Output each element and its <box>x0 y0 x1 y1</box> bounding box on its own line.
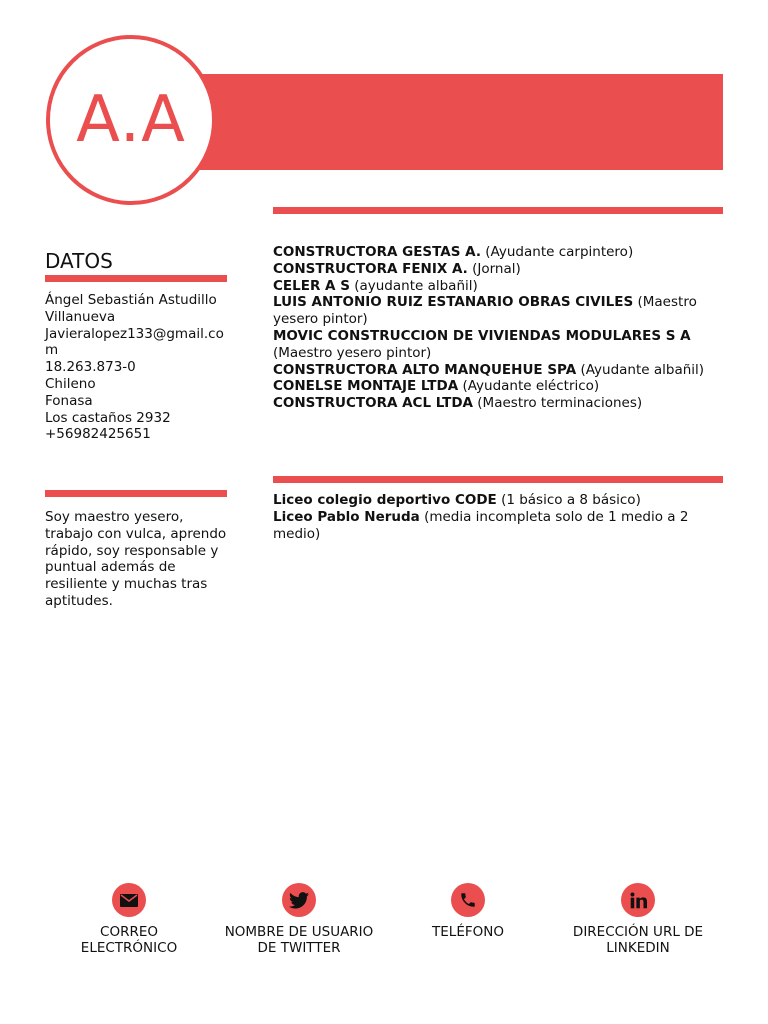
linkedin-icon <box>621 883 655 917</box>
experience-entry <box>273 395 723 412</box>
school-detail: (media incompleta solo de 1 medio a 2 medio) <box>273 508 689 542</box>
education-list <box>273 492 723 542</box>
rut-number: 18.263.873-0 <box>45 359 136 376</box>
job-role: (Maestro terminaciones) <box>473 395 643 412</box>
experience-section-rule <box>273 207 723 214</box>
job-role: (Maestro yesero pintor) <box>273 344 432 361</box>
datos-section-rule <box>45 275 227 282</box>
education-entry <box>273 492 723 509</box>
experience-entry <box>273 261 723 278</box>
email-label: CORREO ELECTRÓNICO <box>80 924 178 956</box>
job-role: (Jornal) <box>467 260 521 277</box>
company-name: CONSTRUCTORA ACL LTDA <box>273 395 473 412</box>
company-name: CONSTRUCTORA ALTO MANQUEHUE SPA <box>273 361 577 378</box>
job-role: (Ayudante eléctrico) <box>458 378 600 395</box>
job-role: (Ayudante albañil) <box>576 361 705 378</box>
nationality: Chileno <box>45 375 96 392</box>
contact-linkedin <box>563 883 713 956</box>
company-name: MOVIC CONSTRUCCION DE VIVIENDAS MODULARES S A <box>273 327 691 344</box>
phone-icon <box>451 883 485 917</box>
company-name: CELER A S <box>273 277 350 294</box>
phone-label: TELÉFONO <box>432 924 504 940</box>
company-name: CONSTRUCTORA FENIX A. <box>273 260 468 277</box>
education-section-rule <box>273 476 723 483</box>
linkedin-label: DIRECCIÓN URL DE LINKEDIN <box>572 924 704 956</box>
job-role: (ayudante albañil) <box>349 277 478 294</box>
address: Los castaños 2932 <box>45 409 171 426</box>
monogram: A.A <box>76 83 186 157</box>
profile-section-rule <box>45 490 227 497</box>
school-name: Liceo Pablo Neruda <box>273 508 420 525</box>
header-banner <box>200 74 723 170</box>
experience-entry <box>273 278 723 295</box>
job-role: (Ayudante carpintero) <box>481 244 634 260</box>
health-insurance: Fonasa <box>45 392 93 409</box>
school-name: Liceo colegio deportivo CODE <box>273 492 497 508</box>
profile-summary: Soy maestro yesero, trabajo con vulca, aprendo rápido, soy responsable y puntual además de resiliente y muchas tras aptitudes. <box>45 509 227 609</box>
twitter-bird-icon <box>282 883 316 917</box>
experience-entry <box>273 362 723 379</box>
experience-entry <box>273 294 723 328</box>
experience-entry <box>273 328 723 362</box>
experience-entry <box>273 378 723 395</box>
phone-number: +56982425651 <box>45 426 151 443</box>
twitter-label: NOMBRE DE USUARIO DE TWITTER <box>224 924 374 956</box>
contact-twitter <box>224 883 374 956</box>
experience-list <box>273 244 723 412</box>
datos-heading: DATOS <box>45 249 113 273</box>
job-role: (Maestro yesero pintor) <box>273 294 697 328</box>
school-detail: (1 básico a 8 básico) <box>496 492 641 508</box>
education-entry <box>273 509 723 543</box>
full-name: Ángel Sebastián Astudillo Villanueva <box>45 292 217 325</box>
contact-phone <box>393 883 543 941</box>
contact-email <box>54 883 204 956</box>
monogram-circle <box>46 35 216 205</box>
company-name: CONSTRUCTORA GESTAS A. <box>273 244 481 260</box>
envelope-icon <box>112 883 146 917</box>
experience-entry <box>273 244 723 261</box>
datos-list <box>45 292 227 443</box>
company-name: LUIS ANTONIO RUIZ ESTANARIO OBRAS CIVILES <box>273 294 634 311</box>
email-text: Javieralopez133@gmail.com <box>45 325 224 359</box>
company-name: CONELSE MONTAJE LTDA <box>273 378 459 395</box>
